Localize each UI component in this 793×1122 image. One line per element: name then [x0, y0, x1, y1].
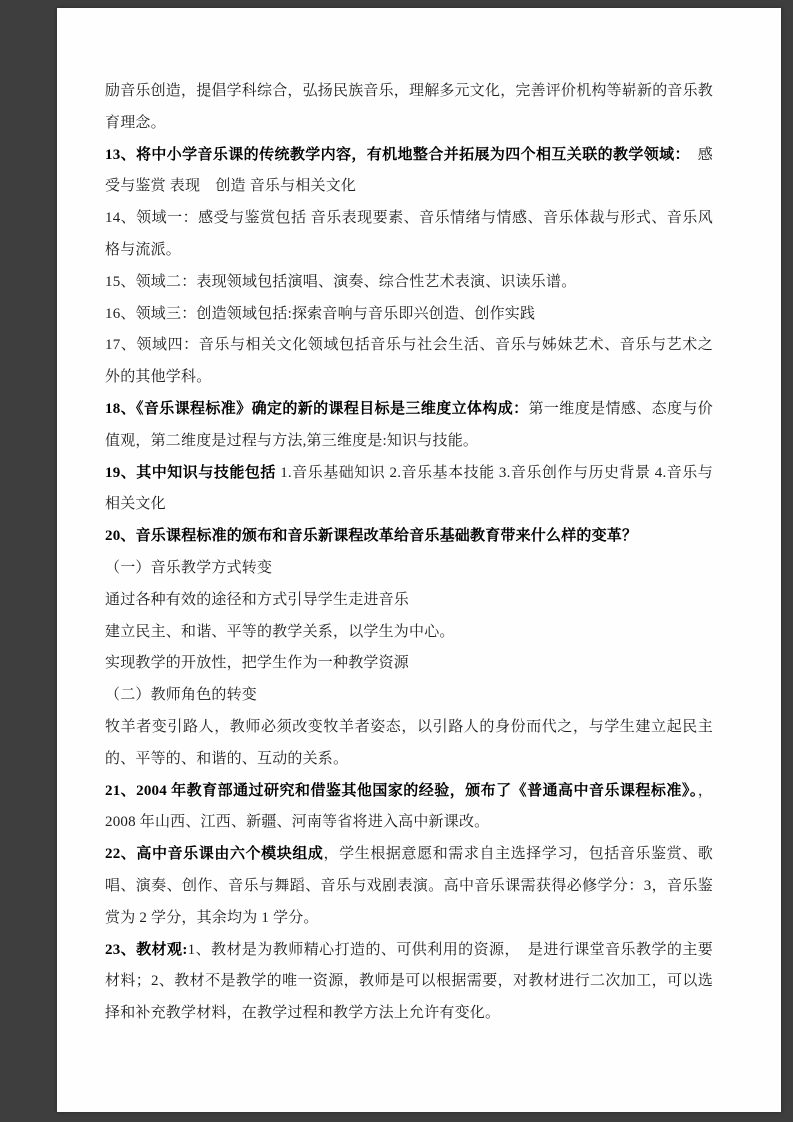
paragraph-text: 通过各种有效的途径和方式引导学生走进音乐 — [105, 591, 410, 608]
paragraph-bold-lead: 20、音乐课程标准的颁布和音乐新课程改革给音乐基础教育带来什么样的变革？ — [105, 528, 638, 545]
doc-paragraph — [105, 585, 713, 617]
paragraph-text: （一）音乐教学方式转变 — [105, 559, 273, 576]
paragraph-text: 15、领域二：表现领域包括演唱、演奏、综合性艺术表演、识读乐谱。 — [105, 273, 577, 290]
document-text-block — [57, 8, 781, 1030]
paragraph-bold-lead: 13、将中小学音乐课的传统教学内容，有机地整合并拓展为四个相互关联的教学领域： — [105, 146, 683, 163]
paragraph-text: 建立民主、和谐、平等的教学关系，以学生为中心。 — [105, 623, 455, 640]
paragraph-text: 励音乐创造，提倡学科综合，弘扬民族音乐，理解多元文化，完善评价机构等崭新的音乐教育理念。 — [105, 83, 714, 131]
paragraph-text: 感受与鉴赏 表现 创造 音乐与相关文化 — [105, 146, 713, 195]
paragraph-text: 16、领域三：创造领域包括:探索音响与音乐即兴创造、创作实践 — [105, 305, 536, 322]
paragraph-bold-lead: 19、其中知识与技能包括 — [105, 464, 276, 481]
document-page — [57, 8, 781, 1112]
doc-paragraph — [105, 553, 713, 585]
paragraph-text: 实现教学的开放性，把学生作为一种教学资源 — [105, 655, 410, 672]
doc-paragraph — [105, 394, 713, 458]
doc-paragraph — [105, 458, 713, 522]
paragraph-text: ，学生根据意愿和需求自主选择学习，包括音乐鉴赏、歌唱、演奏、创作、音乐与舞蹈、音乐与戏剧表演。高中音乐课需获得必修学分：3，音乐鉴赏为 2 学分，其余均为 1 学分。 — [105, 846, 713, 926]
paragraph-bold-lead: 23、教材观: — [105, 941, 188, 958]
doc-paragraph — [105, 712, 713, 776]
paragraph-text: ，2008 年山西、江西、新疆、河南等省将进入高中新课改。 — [105, 782, 713, 831]
paragraph-bold-lead: 22、高中音乐课由六个模块组成 — [105, 846, 324, 863]
paragraph-bold-lead: 21、2004 年教育部通过研究和借鉴其他国家的经验，颁布了《普通高中音乐课程标准》。 — [105, 782, 698, 799]
doc-paragraph — [105, 140, 713, 204]
doc-paragraph — [105, 521, 713, 553]
paragraph-text: 17、领域四：音乐与相关文化领域包括音乐与社会生活、音乐与姊妹艺术、音乐与艺术之外的其他学科。 — [105, 337, 713, 386]
doc-paragraph — [105, 839, 713, 934]
paragraph-bold-lead: 18、《音乐课程标准》确定的新的课程目标是三维度立体构成： — [105, 400, 529, 417]
doc-paragraph — [105, 267, 713, 299]
doc-paragraph — [105, 617, 713, 649]
doc-paragraph — [105, 680, 713, 712]
doc-paragraph — [105, 76, 713, 140]
paragraph-text: 1.音乐基础知识 2.音乐基本技能 3.音乐创作与历史背景 4.音乐与相关文化 — [105, 464, 714, 513]
doc-paragraph — [105, 776, 713, 840]
paragraph-text: 1、教材是为教师精心打造的、可供利用的资源， 是进行课堂音乐教学的主要材料；2、教材不是教学的唯一资源，教师是可以根据需要，对教材进行二次加工，可以选择和补充教学材料，在教学过程和教学方法上允许有变化。 — [105, 941, 713, 1022]
paragraph-text: 牧羊者变引路人，教师必须改变牧羊者姿态，以引路人的身份而代之，与学生建立起民主的、平等的、和谐的、互动的关系。 — [105, 718, 713, 767]
paragraph-text: （二）教师角色的转变 — [105, 687, 258, 704]
doc-paragraph — [105, 203, 713, 267]
doc-paragraph — [105, 299, 713, 331]
paragraph-text: 第一维度是情感、态度与价值观，第二维度是过程与方法,第三维度是:知识与技能。 — [105, 400, 713, 449]
doc-paragraph — [105, 330, 713, 394]
doc-paragraph — [105, 648, 713, 680]
paragraph-text: 14、领域一：感受与鉴赏包括 音乐表现要素、音乐情绪与情感、音乐体裁与形式、音乐风格与流派。 — [105, 210, 713, 258]
doc-paragraph — [105, 935, 713, 1030]
